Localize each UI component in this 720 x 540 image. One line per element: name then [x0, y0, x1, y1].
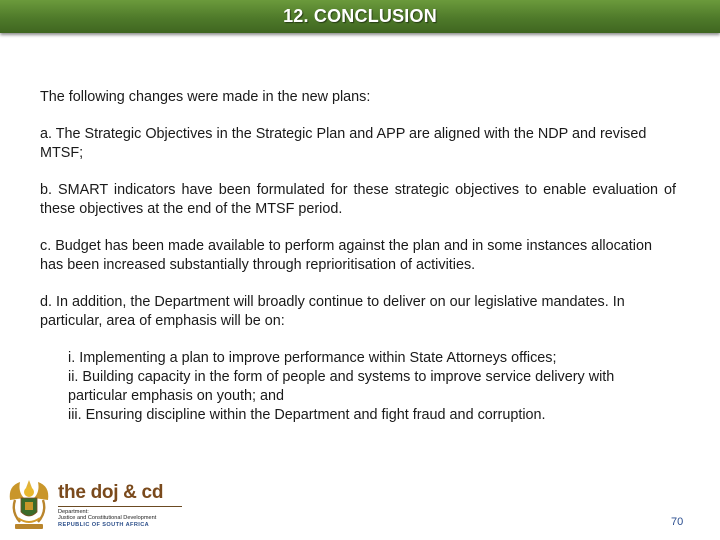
- emphasis-list: [68, 349, 676, 425]
- page-number: 70: [671, 516, 684, 528]
- item-d: d. In addition, the Department will broadly continue to deliver on our legislative mandates. In particular, area of emphasis will be on:: [40, 294, 625, 329]
- country-name: REPUBLIC OF SOUTH AFRICA: [58, 521, 150, 528]
- dept-name: Justice and Constitutional Development: [58, 515, 157, 522]
- brand-name: the doj & cd: [58, 482, 164, 503]
- item-c: c. Budget has been made available to perform against the plan and in some instances allocation has been increased substantially through reprioritisation of activities.: [40, 238, 652, 273]
- slide-title-bar: [0, 0, 720, 33]
- item-a: a. The Strategic Objectives in the Strategic Plan and APP are aligned with the NDP and revised MTSF;: [40, 126, 647, 161]
- list-item: i. Implementing a plan to improve performance within State Attorneys offices;: [68, 350, 557, 366]
- brand-divider: [58, 506, 182, 507]
- coat-of-arms-icon: [6, 478, 52, 534]
- slide-title: 12. CONCLUSION: [283, 6, 437, 26]
- list-item: iii. Ensuring discipline within the Department and fight fraud and corruption.: [68, 407, 546, 423]
- intro-text: The following changes were made in the new plans:: [40, 89, 371, 105]
- item-b: b. SMART indicators have been formulated for these strategic objectives to enable evaluation of these objectives at the end of the MTSF period.: [40, 182, 676, 217]
- dept-label: Department:: [58, 509, 89, 515]
- doj-logo: [6, 478, 186, 534]
- list-item: ii. Building capacity in the form of people and systems to improve service delivery with particular emphasis on youth; and: [68, 369, 615, 404]
- department-text: [58, 509, 188, 528]
- slide-body: [40, 88, 676, 425]
